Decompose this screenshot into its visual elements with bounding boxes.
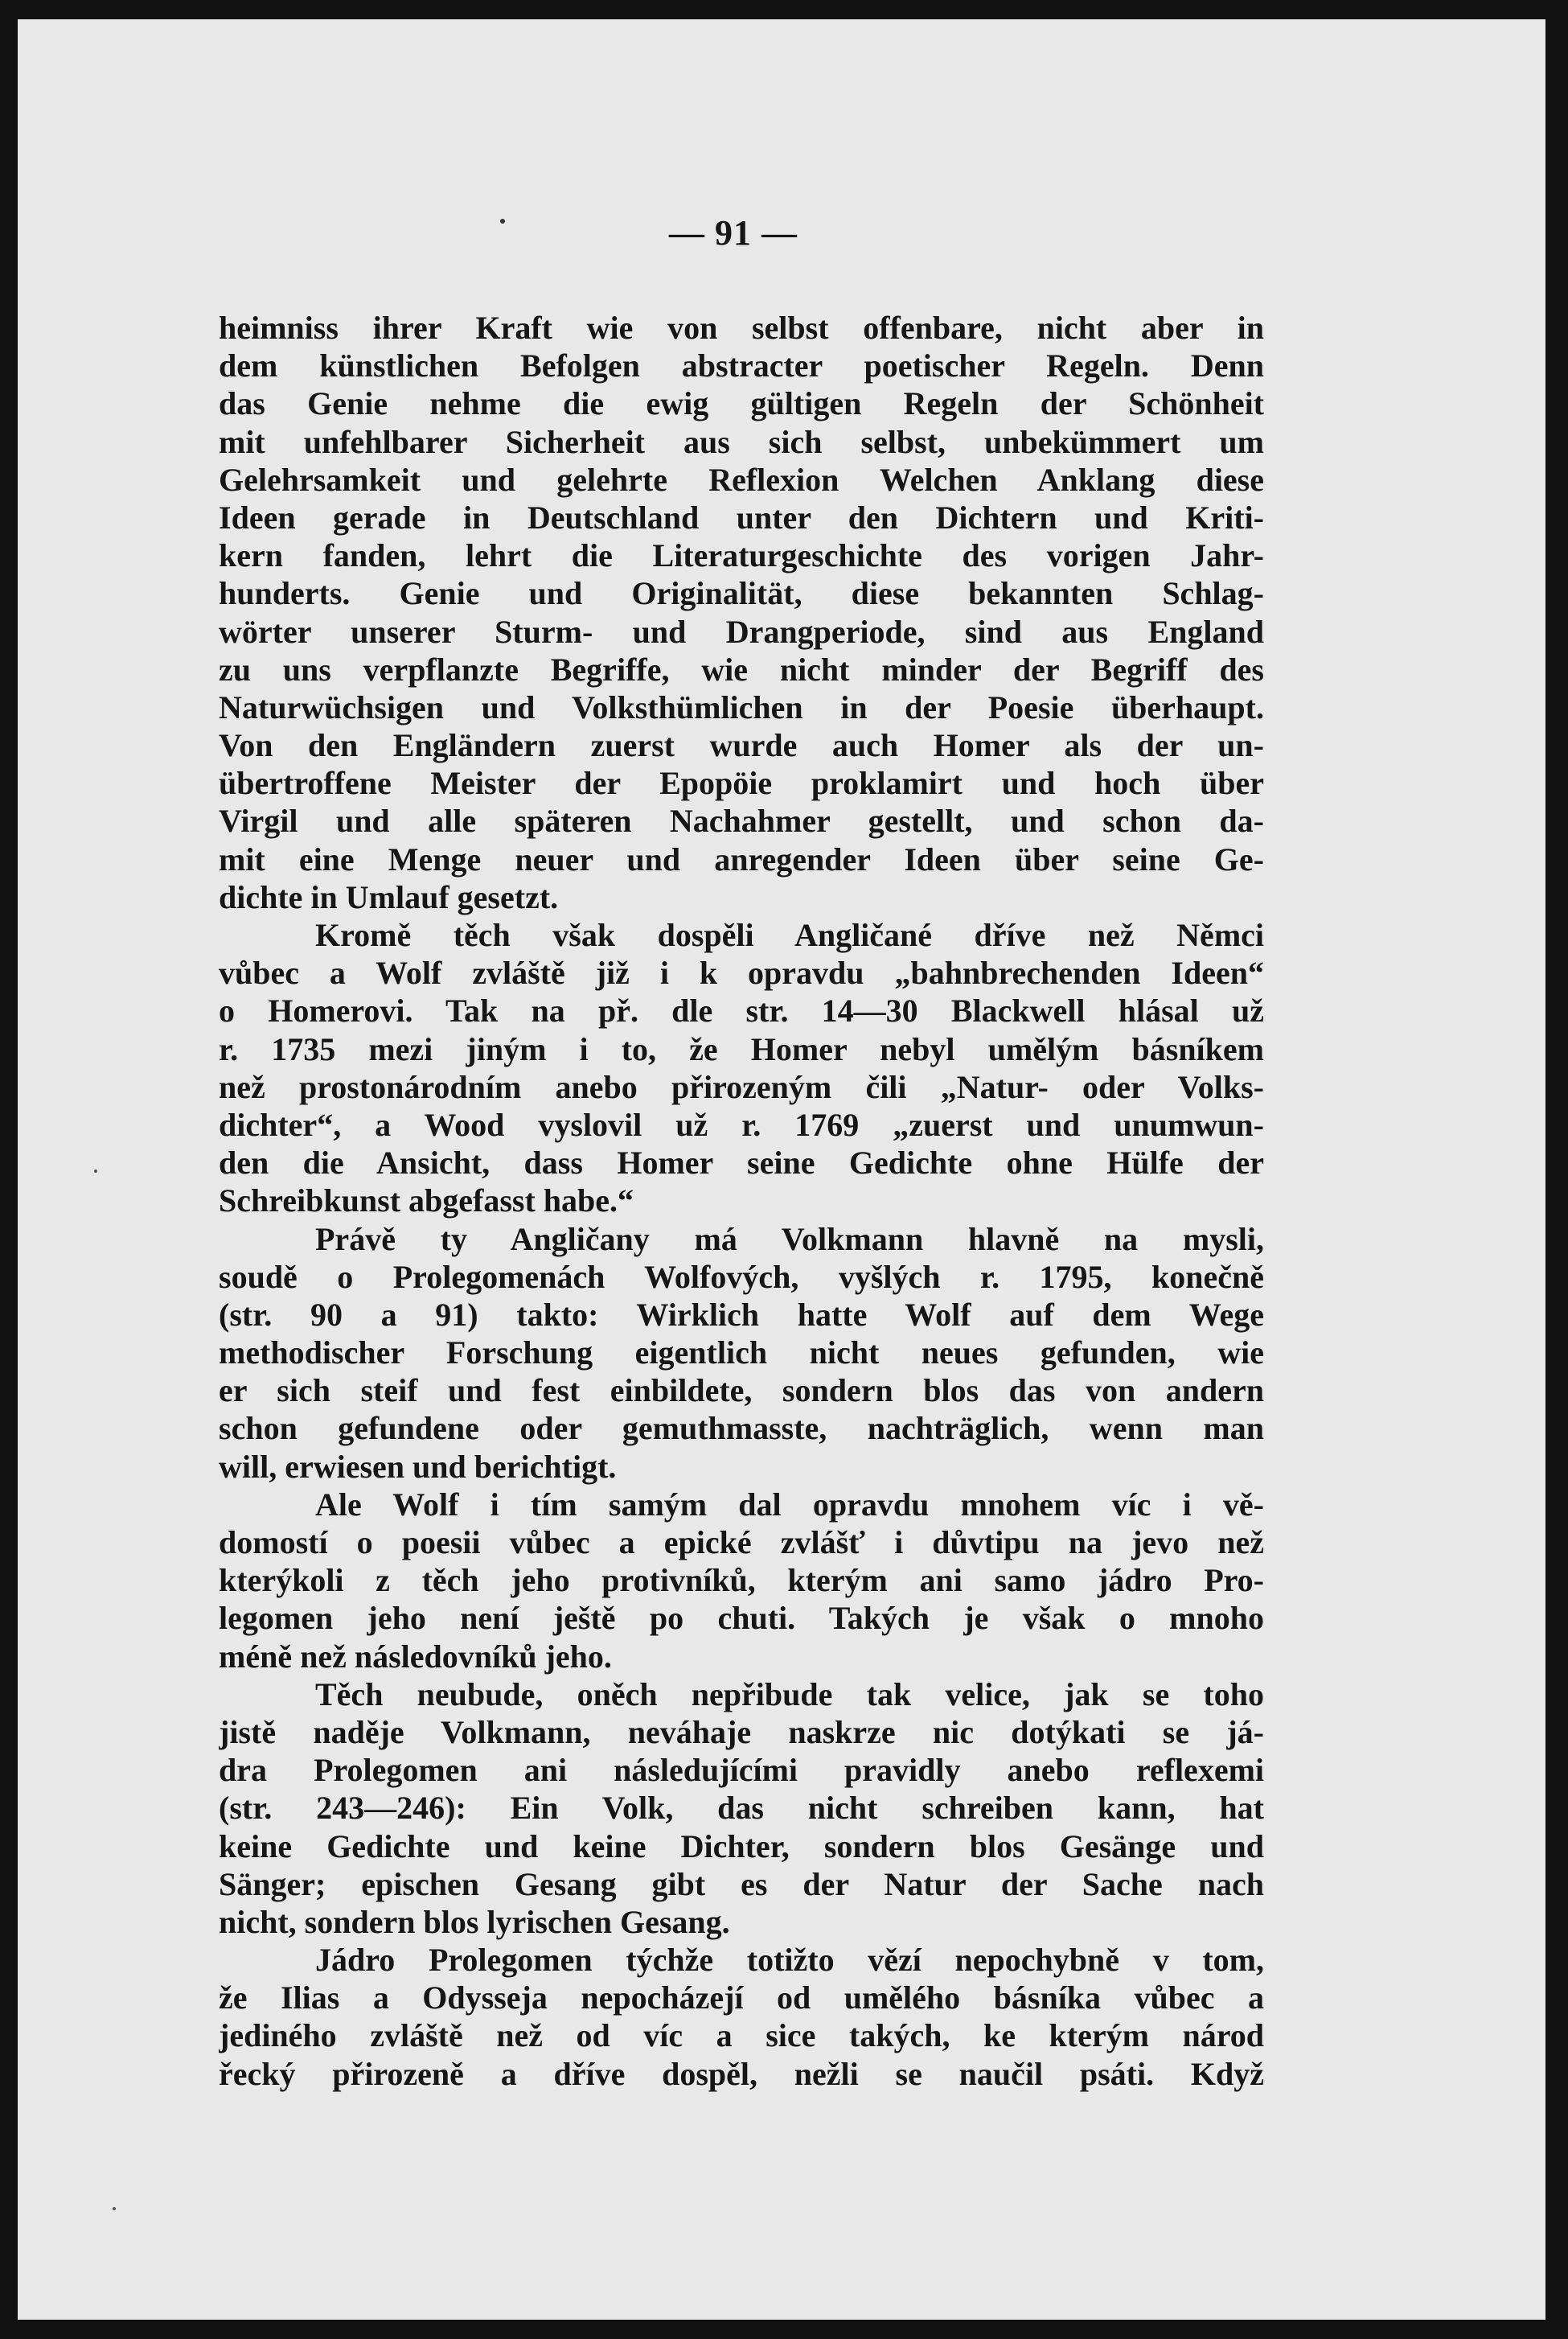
text-line: kterýkoli z těch jeho protivníků, kterým ani samo jádro Pro- <box>219 1562 1264 1599</box>
text-line: übertroffene Meister der Epopöie proklamirt und hoch über <box>219 765 1264 802</box>
text-line: kern fanden, lehrt die Literaturgeschichte des vorigen Jahr- <box>219 537 1264 574</box>
text-line: will, erwiesen und berichtigt. <box>219 1448 617 1485</box>
page-number: — 91 — <box>669 213 798 253</box>
ink-speck <box>113 2207 116 2210</box>
paragraph <box>219 916 1264 1220</box>
text-line: mit eine Menge neuer und anregender Ideen über seine Ge- <box>219 841 1264 878</box>
text-line: zu uns verpflanzte Begriffe, wie nicht minder der Begriff des <box>219 651 1264 688</box>
text-line: Kromě těch však dospěli Angličané dříve než Němci <box>315 917 1264 953</box>
text-line: mit unfehlbarer Sicherheit aus sich selbst, unbekümmert um <box>219 423 1264 460</box>
text-line: Schreibkunst abgefasst habe.“ <box>219 1182 634 1219</box>
text-line: heimniss ihrer Kraft wie von selbst offenbare, nicht aber in <box>219 310 1264 346</box>
text-line: soudě o Prolegomenách Wolfových, vyšlých r. 1795, konečně <box>219 1258 1264 1295</box>
text-line: Těch neubude, oněch nepřibude tak velice, jak se toho <box>315 1675 1264 1712</box>
text-line: vůbec a Wolf zvláště již i k opravdu „bahnbrechenden Ideen“ <box>219 955 1264 992</box>
text-line: méně než následovníků jeho. <box>219 1638 612 1675</box>
text-line: wörter unserer Sturm- und Drangperiode, sind aus England <box>219 613 1264 650</box>
text-line: jistě naděje Volkmann, neváhaje naskrze nic dotýkati se já- <box>219 1713 1264 1750</box>
text-line: (str. 243—246): Ein Volk, das nicht schreiben kann, hat <box>219 1790 1264 1827</box>
paragraph <box>219 1941 1264 2093</box>
text-line: domostí o poesii vůbec a epické zvlášť i důvtipu na jevo než <box>219 1524 1264 1560</box>
text-line: (str. 90 a 91) takto: Wirklich hatte Wolf auf dem Wege <box>219 1296 1264 1333</box>
ink-speck <box>94 1170 97 1173</box>
text-line: Virgil und alle späteren Nachahmer gestellt, und schon da- <box>219 803 1264 840</box>
text-line: Sänger; epischen Gesang gibt es der Natur der Sache nach <box>219 1865 1264 1902</box>
text-line: řecký přirozeně a dříve dospěl, nežli se naučil psáti. Když <box>219 2055 1264 2092</box>
paragraph <box>219 1220 1264 1486</box>
paragraph <box>219 309 1264 916</box>
text-line: das Genie nehme die ewig gültigen Regeln der Schönheit <box>219 385 1264 422</box>
text-line: jediného zvláště než od víc a sice takých, ke kterým národ <box>219 2017 1264 2054</box>
paragraph <box>219 1675 1264 1941</box>
text-line: dichte in Umlauf gesetzt. <box>219 878 559 915</box>
text-line: Právě ty Angličany má Volkmann hlavně na mysli, <box>315 1220 1264 1257</box>
text-line: Von den Engländern zuerst wurde auch Homer als der un- <box>219 727 1264 764</box>
text-line: než prostonárodním anebo přirozeným čili „Natur- oder Volks- <box>219 1068 1264 1105</box>
text-line: Gelehrsamkeit und gelehrte Reflexion Welchen Anklang diese <box>219 461 1264 498</box>
text-line: nicht, sondern blos lyrischen Gesang. <box>219 1903 730 1940</box>
text-line: hunderts. Genie und Originalität, diese bekannten Schlag- <box>219 575 1264 612</box>
text-line: dem künstlichen Befolgen abstracter poetischer Regeln. Denn <box>219 347 1264 384</box>
text-line: schon gefundene oder gemuthmasste, nachträglich, wenn man <box>219 1410 1264 1447</box>
text-line: den die Ansicht, dass Homer seine Gedichte ohne Hülfe der <box>219 1145 1264 1182</box>
text-line: Naturwüchsigen und Volksthümlichen in der Poesie überhaupt. <box>219 689 1264 726</box>
paragraph <box>219 1486 1264 1675</box>
text-line: methodischer Forschung eigentlich nicht neues gefunden, wie <box>219 1334 1264 1371</box>
text-line: r. 1735 mezi jiným i to, že Homer nebyl umělým básníkem <box>219 1030 1264 1067</box>
text-line: Jádro Prolegomen týchže totižto vězí nepochybně v tom, <box>315 1942 1264 1979</box>
text-line: Ale Wolf i tím samým dal opravdu mnohem víc i vě- <box>315 1486 1264 1523</box>
text-line: dichter“, a Wood vyslovil už r. 1769 „zuerst und unumwun- <box>219 1106 1264 1143</box>
text-line: er sich steif und fest einbildete, sondern blos das von andern <box>219 1372 1264 1409</box>
text-line: o Homerovi. Tak na př. dle str. 14—30 Blackwell hlásal už <box>219 993 1264 1030</box>
book-page <box>18 19 1545 2320</box>
text-line: Ideen gerade in Deutschland unter den Dichtern und Kriti- <box>219 499 1264 536</box>
text-line: že Ilias a Odysseja nepocházejí od umělého básníka vůbec a <box>219 1979 1264 2016</box>
text-line: legomen jeho není ještě po chuti. Takých je však o mnoho <box>219 1600 1264 1637</box>
text-line: dra Prolegomen ani následujícími pravidly anebo reflexemi <box>219 1752 1264 1789</box>
body-text <box>219 309 1264 2093</box>
text-line: keine Gedichte und keine Dichter, sondern blos Gesänge und <box>219 1827 1264 1864</box>
